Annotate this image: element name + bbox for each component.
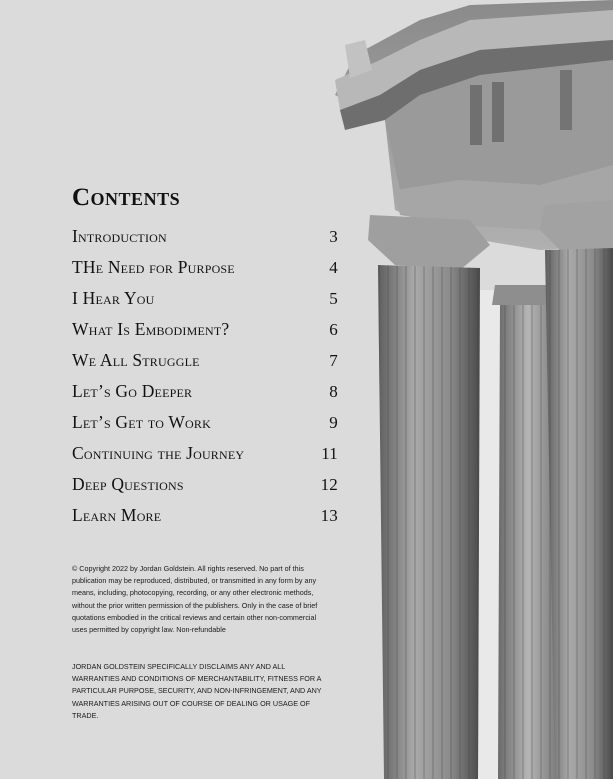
toc-item-label: What Is Embodiment? — [72, 319, 230, 339]
toc-item-we-all-struggle[interactable] — [72, 350, 344, 381]
copyright-notice: © Copyright 2022 by Jordan Goldstein. All rights reserved. No part of this publication may be reproduced, distributed, or transmitted in any form by any means, including, photocopying, recording, or any other electronic methods, without the prior written permission of the publishers. Only in the case of brief quotations embodied in the critical reviews and certain other non-commercial uses permitted by copyright law. Non-refundable — [72, 564, 318, 635]
toc-item-continuing-journey[interactable] — [72, 443, 344, 474]
toc-item-page: 12 — [320, 475, 338, 494]
toc-item-get-to-work[interactable] — [72, 412, 344, 443]
toc-item-learn-more[interactable] — [72, 505, 344, 536]
toc-item-i-hear-you[interactable] — [72, 288, 344, 319]
toc-item-embodiment[interactable] — [72, 319, 344, 350]
toc-item-label: I Hear You — [72, 288, 155, 308]
toc-item-go-deeper[interactable] — [72, 381, 344, 412]
toc-item-deep-questions[interactable] — [72, 474, 344, 505]
toc-item-label: Continuing the Journey — [72, 443, 245, 463]
toc-item-introduction[interactable] — [72, 226, 344, 257]
toc-item-label: Learn More — [72, 505, 162, 525]
toc-item-page: 11 — [321, 444, 338, 463]
toc-item-page: 6 — [329, 320, 338, 339]
toc-item-page: 8 — [329, 382, 338, 401]
toc-list — [72, 226, 344, 536]
toc-item-page: 3 — [329, 227, 338, 246]
toc-item-page: 5 — [329, 289, 338, 308]
toc-item-label: Let’s Get to Work — [72, 412, 211, 432]
toc-item-page: 9 — [329, 413, 338, 432]
toc-item-label: THe Need for Purpose — [72, 257, 235, 277]
toc-title: Contents — [72, 184, 181, 211]
toc-item-page: 13 — [320, 506, 338, 525]
toc-item-page: 7 — [329, 351, 338, 370]
warranty-disclaimer: JORDAN GOLDSTEIN SPECIFICALLY DISCLAIMS ANY AND ALL WARRANTIES AND CONDITIONS OF MERCHANTABILITY, FITNESS FOR A PARTICULAR PURPOSE, SECURITY, AND NON-INFRINGEMENT, AND ANY WARRANTIES ARISING OUT OF COURSE OF DEALING OR USAGE OF TRADE. — [72, 662, 322, 720]
table-of-contents — [72, 184, 344, 536]
toc-item-label: Deep Questions — [72, 474, 184, 494]
toc-item-label: We All Struggle — [72, 350, 200, 370]
toc-item-label: Introduction — [72, 226, 167, 246]
toc-item-label: Let’s Go Deeper — [72, 381, 193, 401]
toc-item-page: 4 — [329, 258, 338, 277]
toc-item-need-for-purpose[interactable] — [72, 257, 344, 288]
